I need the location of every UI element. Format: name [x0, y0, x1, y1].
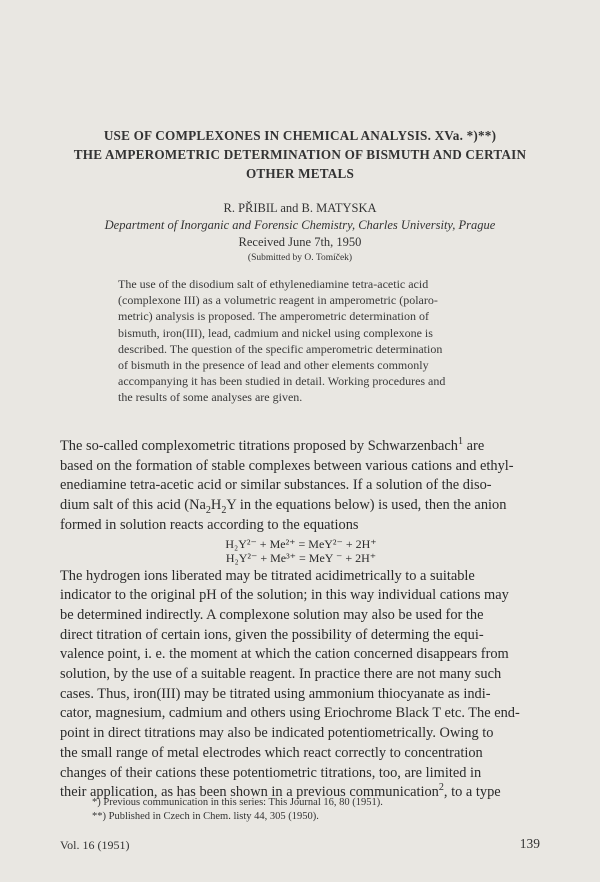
body-line	[60, 496, 542, 516]
text-span: The so-called complexometric titrations proposed by Schwarzenbach	[60, 438, 459, 454]
text-span: , to a type	[443, 784, 501, 801]
abstract-line: The use of the disodium salt of ethylenediamine tetra-acetic acid	[118, 277, 429, 291]
body-line: changes of their cations these potentiometric titrations, too, are limited in	[60, 764, 482, 781]
text-span: their application, as has been shown in a previous communication	[60, 784, 439, 801]
abstract-line: (complexone III) as a volumetric reagent in amperometric (polaro-	[118, 293, 438, 308]
reference-marker: 2	[438, 782, 444, 794]
volume-info: Vol. 16 (1951)	[60, 838, 130, 852]
text-span: H	[210, 497, 222, 514]
body-line: indicator to the original pH of the solution; in this way individual cations may	[60, 587, 509, 604]
body-line: The hydrogen ions liberated may be titrated acidimetrically to a suitable	[60, 567, 475, 584]
body-line: cases. Thus, iron(III) may be titrated using ammonium thiocyanate as indi-	[60, 685, 491, 702]
reference-marker: 1	[458, 436, 464, 448]
body-line: the small range of metal electrodes which react correctly to concentration	[60, 744, 483, 761]
authors: R. PŘIBIL and B. MATYSKA	[223, 201, 377, 215]
body-line: be determined indirectly. A complexone solution may also be used for the	[60, 606, 484, 623]
abstract-line: metric) analysis is proposed. The amperometric determination of	[118, 309, 430, 324]
body-line: valence point, i. e. the moment at which the cation concerned disappears from	[60, 646, 509, 663]
title-line-1: USE OF COMPLEXONES IN CHEMICAL ANALYSIS. XVa. *)**)	[103, 128, 497, 143]
body-line: solution, by the use of a suitable reagent. In practice there are not many such	[60, 666, 502, 683]
footnotes	[92, 796, 383, 823]
text-span: dium salt of this acid (Na	[60, 497, 206, 514]
body-line: direct titration of certain ions, given the possibility of determing the equi-	[60, 626, 484, 643]
received-date: Received June 7th, 1950	[238, 235, 362, 249]
author-block	[40, 200, 560, 266]
title-line-2: THE AMPEROMETRIC DETERMINATION OF BISMUTH AND CERTAIN	[73, 147, 527, 162]
footnote-1: *) Previous communication in this series: This Journal 16, 80 (1951).	[92, 797, 383, 808]
page-number: 139	[519, 836, 540, 851]
body-line: based on the formation of stable complexes between various cations and ethyl-	[60, 457, 514, 474]
body-line: enediamine tetra-acetic acid or similar substances. If a solution of the diso-	[60, 477, 492, 494]
subscript: 2	[221, 504, 227, 516]
body-line: cator, magnesium, cadmium and others using Eriochrome Black T etc. The end-	[60, 705, 520, 722]
subscript: 2	[205, 504, 211, 516]
abstract-line: the results of some analyses are given.	[118, 390, 303, 405]
submitted-by: (Submitted by O. Tomíček)	[247, 253, 353, 263]
affiliation: Department of Inorganic and Forensic Chemistry, Charles University, Prague	[104, 218, 496, 232]
article-title	[40, 126, 560, 183]
equations	[60, 537, 542, 565]
body-line	[60, 437, 542, 457]
equation-1: H₂Y²⁻ + Me²⁺ = MeY²⁻ + 2H⁺	[225, 536, 377, 551]
equation-2: H₂Y²⁻ + Me³⁺ = MeY ⁻ + 2H⁺	[225, 550, 377, 565]
title-line-3: OTHER METALS	[245, 166, 355, 181]
abstract-line: accompanying it has been studied in detail. Working procedures and	[118, 374, 446, 389]
abstract	[118, 276, 508, 406]
body-line: point in direct titrations may also be indicated potentiometrically. Owing to	[60, 725, 494, 742]
footnote-2: **) Published in Czech in Chem. listy 44, 305 (1950).	[92, 810, 319, 822]
body-text	[60, 437, 542, 803]
abstract-line: of bismuth in the presence of lead and other elements commonly	[118, 358, 429, 373]
text-span: Y in the equations below) is used, then the anion	[226, 497, 507, 514]
abstract-line: bismuth, iron(III), lead, cadmium and nickel using complexone is	[118, 325, 433, 340]
abstract-line: described. The question of the specific amperometric determination	[118, 341, 443, 356]
body-line: formed in solution reacts according to the equations	[60, 516, 359, 533]
text-span: are	[463, 438, 485, 454]
